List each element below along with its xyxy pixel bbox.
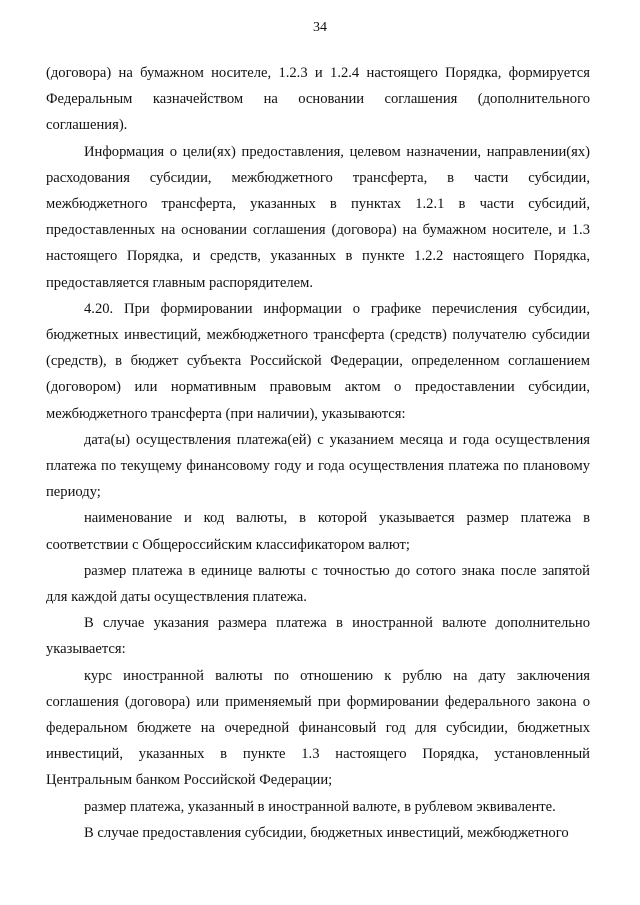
paragraph-payment-dates: дата(ы) осуществления платежа(ей) с указанием месяца и года осуществления платежа по текущему финансовому году и года осуществления платежа по плановому периоду; [46, 431, 590, 501]
paragraph-subsidy-case: В случае предоставления субсидии, бюджетных инвестиций, межбюджетного [84, 824, 569, 841]
paragraph-4-20: 4.20. При формировании информации о графике перечисления субсидии, бюджетных инвестиций, межбюджетного трансферта (средств) получателю субсидии (средств), в бюджет субъекта Российской Федерации, определенном соглашением (договором) или нормативным правовым актом о предоставлении субсидии, межбюджетного трансферта (при наличии), указываются: [46, 300, 590, 422]
page-number: 34 [313, 20, 327, 35]
paragraph-ruble-equivalent: размер платежа, указанный в иностранной валюте, в рублевом эквиваленте. [84, 798, 556, 815]
paragraph-continuation: (договора) на бумажном носителе, 1.2.3 и 1.2.4 настоящего Порядка, формируется Федеральным казначейством на основании соглашения (дополнительного соглашения). [46, 65, 590, 134]
document-body [46, 60, 590, 846]
paragraph-information-purpose: Информация о цели(ях) предоставления, целевом назначении, направлении(ях) расходования субсидии, межбюджетного трансферта, в части субсидии, межбюджетного трансферта, указанных в пунктах 1.2.1 в части субсидий, предоставленных на основании соглашения (договора) на бумажном носителе, и 1.3 настоящего Порядка, и средств, указанных в пункте 1.2.2 настоящего Порядка, предоставляется главным распорядителем. [46, 143, 590, 291]
paragraph-foreign-currency: В случае указания размера платежа в иностранной валюте дополнительно указывается: [46, 615, 590, 658]
paragraph-exchange-rate: курс иностранной валюты по отношению к рублю на дату заключения соглашения (договора) или применяемый при формировании федерального закона о федеральном бюджете на очередной финансовый год для субсидии, бюджетных инвестиций, указанных в пункте 1.3 настоящего Порядка, установленный Центральным банком Российской Федерации; [46, 667, 590, 789]
paragraph-payment-amount: размер платежа в единице валюты с точностью до сотого знака после запятой для каждой даты осуществления платежа. [46, 562, 590, 606]
paragraph-currency-code: наименование и код валюты, в которой указывается размер платежа в соответствии с Общероссийским классификатором валют; [46, 510, 590, 553]
